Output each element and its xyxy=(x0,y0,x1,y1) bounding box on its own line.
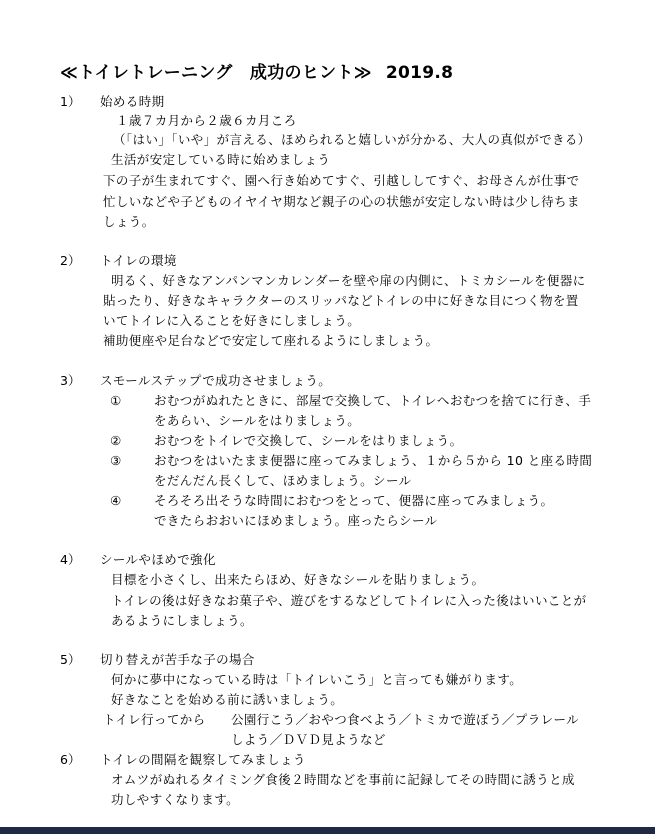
step-1-line-1: おむつがぬれたときに、部屋で交換して、トイレへおむつを捨てに行き、手 xyxy=(154,393,592,408)
section-1-line-4: 下の子が生まれてすぐ、園へ行き始めてすぐ、引越ししてすぐ、お母さんが仕事で xyxy=(103,173,580,188)
step-3-mark: ③ xyxy=(110,453,122,468)
step-2-mark: ② xyxy=(110,433,122,448)
page-bottom-border xyxy=(0,827,655,834)
section-1-line-3: 生活が安定している時に始めましょう xyxy=(111,152,331,167)
section-6-heading: トイレの間隔を観察してみましょう xyxy=(100,752,306,767)
section-2-number: 2） xyxy=(60,253,81,268)
section-6-line-1: オムツがぬれるタイミング食後２時間などを事前に記録してその時間に誘うと成 xyxy=(111,772,575,787)
section-4-line-2: トイレの後は好きなお菓子や、遊びをするなどしてトイレに入った後はいいことが xyxy=(111,593,587,608)
section-5-line-2: 好きなことを始める前に誘いましょう。 xyxy=(111,692,344,707)
section-1-heading: 始める時期 xyxy=(100,94,165,109)
section-2-line-2: 貼ったり、好きなキャラクターのスリッパなどトイレの中に好きな目につく物を置 xyxy=(103,293,579,308)
section-2-heading: トイレの環境 xyxy=(100,253,177,268)
section-3-number: 3） xyxy=(60,373,81,388)
step-3-line-2: をだんだん長くして、ほめましょう。シール xyxy=(154,473,412,488)
section-4-line-3: あるようにしましょう。 xyxy=(111,613,253,628)
step-4-mark: ④ xyxy=(110,493,122,508)
section-1-line-1: １歳７カ月から２歳６カ月ころ xyxy=(116,113,297,128)
step-4-line-2: できたらおおいにほめましょう。座ったらシール xyxy=(154,513,438,528)
document-title xyxy=(60,58,453,83)
step-1-line-2: をあらい、シールをはりましょう。 xyxy=(154,413,361,428)
section-2-line-4: 補助便座や足台などで安定して座れるようにしましょう。 xyxy=(103,333,439,348)
section-4-heading: シールやほめで強化 xyxy=(100,552,216,567)
title-date: 2019.8 xyxy=(385,63,454,83)
section-5-line-1: 何かに夢中になっている時は「トイレいこう」と言っても嫌がります。 xyxy=(111,672,523,687)
step-3-line-1: おむつをはいたまま便器に座ってみましょう、１から５から 10 と座る時間 xyxy=(154,453,593,468)
section-5-heading: 切り替えが苦手な子の場合 xyxy=(100,652,255,667)
section-4-line-1: 目標を小さくし、出来たらほめ、好きなシールを貼りましょう。 xyxy=(111,572,485,587)
section-1-line-5: 忙しいなどや子どものイヤイヤ期など親子の心の状態が安定しない時は少し待ちま xyxy=(103,194,580,209)
title-text: ≪トイレトレーニング 成功のヒント≫ xyxy=(60,63,372,83)
section-6-number: 6） xyxy=(60,752,81,767)
section-1-number: 1） xyxy=(60,94,81,109)
step-4-line-1: そろそろ出そうな時間におむつをとって、便器に座ってみましょう。 xyxy=(154,493,554,508)
section-4-number: 4） xyxy=(60,552,81,567)
section-2-line-3: いてトイレに入ることを好きにしましょう。 xyxy=(103,313,361,328)
section-1-line-6: しょう。 xyxy=(103,214,155,229)
section-5-line-4: しよう／ＤＶＤ見ようなど xyxy=(231,732,386,747)
section-5-line-3: 公園行こう／おやつ食べよう／トミカで遊ぼう／プラレール xyxy=(231,712,580,727)
section-5-label: トイレ行ってから xyxy=(103,712,206,727)
section-2-line-1: 明るく、好きなアンパンマンカレンダーを壁や扉の内側に、トミカシールを便器に xyxy=(111,273,586,288)
section-3-heading: スモールステップで成功させましょう。 xyxy=(100,373,332,388)
section-5-number: 5） xyxy=(60,652,81,667)
step-1-mark: ① xyxy=(110,393,122,408)
section-1-line-2: （「はい」「いや」が言える、ほめられると嬉しいが分かる、大人の真似ができる） xyxy=(113,132,591,147)
section-6-line-2: 功しやすくなります。 xyxy=(111,792,240,807)
step-2-line-1: おむつをトイレで交換して、シールをはりましょう。 xyxy=(154,433,463,448)
